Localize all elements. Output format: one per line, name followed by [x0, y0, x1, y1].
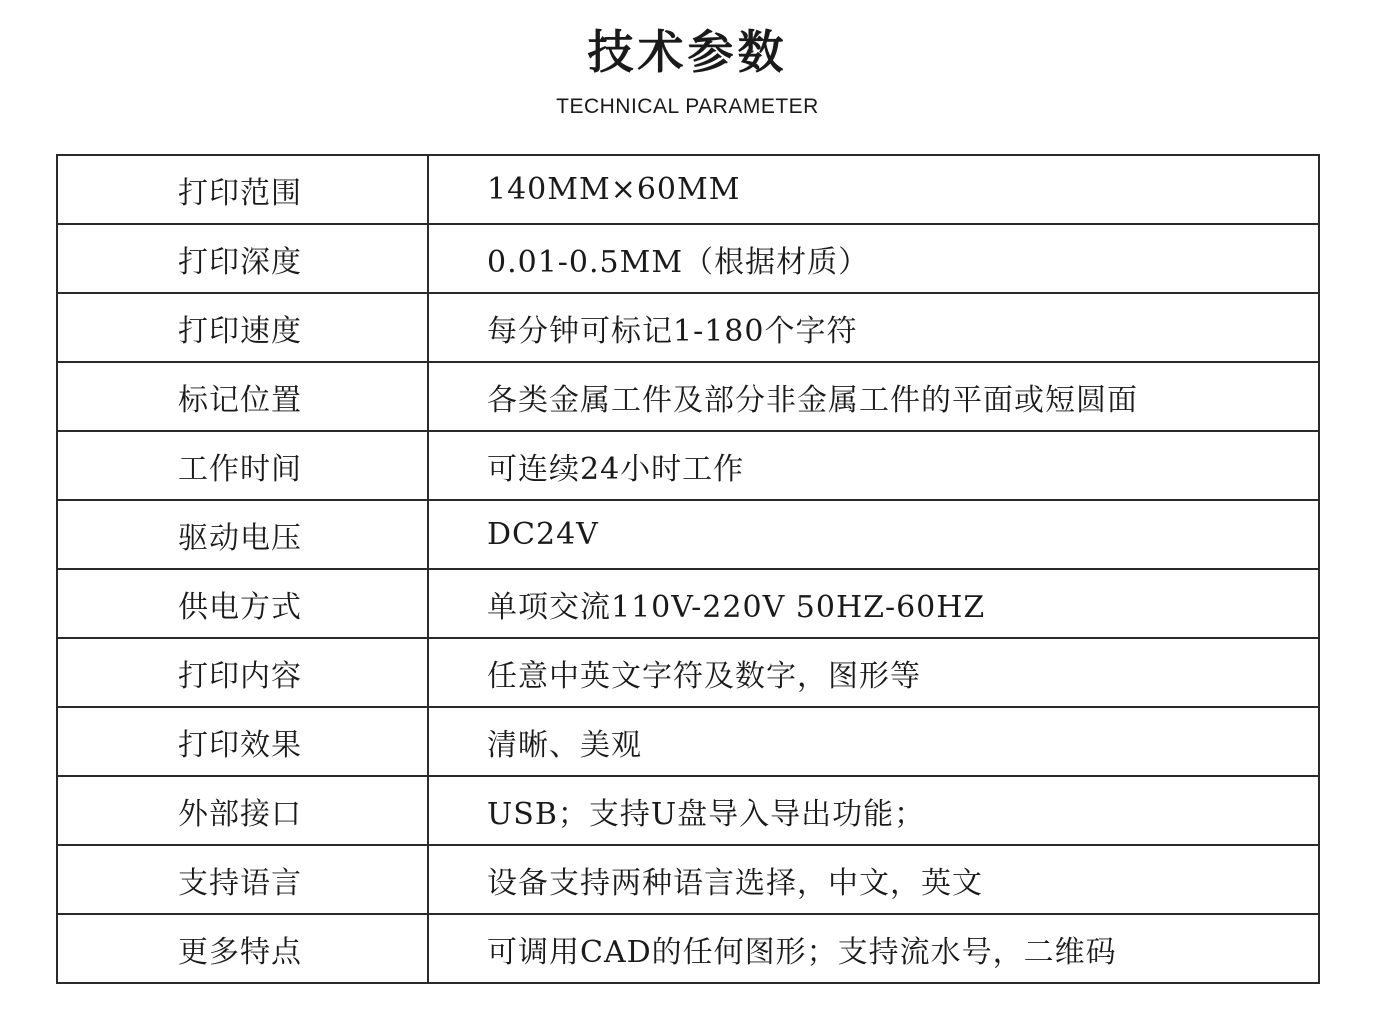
param-value: USB；支持U盘导入导出功能； — [428, 776, 1319, 845]
table-row — [57, 293, 1319, 362]
param-value: 设备支持两种语言选择，中文，英文 — [428, 845, 1319, 914]
table-row — [57, 914, 1319, 983]
param-label: 外部接口 — [57, 776, 428, 845]
param-label: 打印范围 — [57, 155, 428, 224]
param-label: 打印速度 — [57, 293, 428, 362]
table-row — [57, 500, 1319, 569]
table-row — [57, 638, 1319, 707]
table-row — [57, 362, 1319, 431]
table-row — [57, 224, 1319, 293]
param-value: 140MM×60MM — [428, 155, 1319, 224]
table-row — [57, 431, 1319, 500]
param-value: 任意中英文字符及数字，图形等 — [428, 638, 1319, 707]
table-row — [57, 776, 1319, 845]
param-value: 可连续24小时工作 — [428, 431, 1319, 500]
table-row — [57, 845, 1319, 914]
table-row — [57, 707, 1319, 776]
param-value: 每分钟可标记1-180个字符 — [428, 293, 1319, 362]
param-label: 标记位置 — [57, 362, 428, 431]
param-value: 单项交流110V-220V 50HZ-60HZ — [428, 569, 1319, 638]
param-value: DC24V — [428, 500, 1319, 569]
param-label: 支持语言 — [57, 845, 428, 914]
param-label: 打印深度 — [57, 224, 428, 293]
param-label: 打印效果 — [57, 707, 428, 776]
table-row — [57, 155, 1319, 224]
param-value: 可调用CAD的任何图形；支持流水号，二维码 — [428, 914, 1319, 983]
param-label: 更多特点 — [57, 914, 428, 983]
param-label: 打印内容 — [57, 638, 428, 707]
page-title: 技术参数 — [587, 25, 788, 79]
parameter-table — [56, 154, 1320, 984]
param-label: 驱动电压 — [57, 500, 428, 569]
param-value: 各类金属工件及部分非金属工件的平面或短圆面 — [428, 362, 1319, 431]
page-subtitle: TECHNICAL PARAMETER — [556, 95, 819, 118]
param-label: 工作时间 — [57, 431, 428, 500]
table-row — [57, 569, 1319, 638]
param-value: 0.01-0.5MM（根据材质） — [428, 224, 1319, 293]
param-label: 供电方式 — [57, 569, 428, 638]
param-value: 清晰、美观 — [428, 707, 1319, 776]
